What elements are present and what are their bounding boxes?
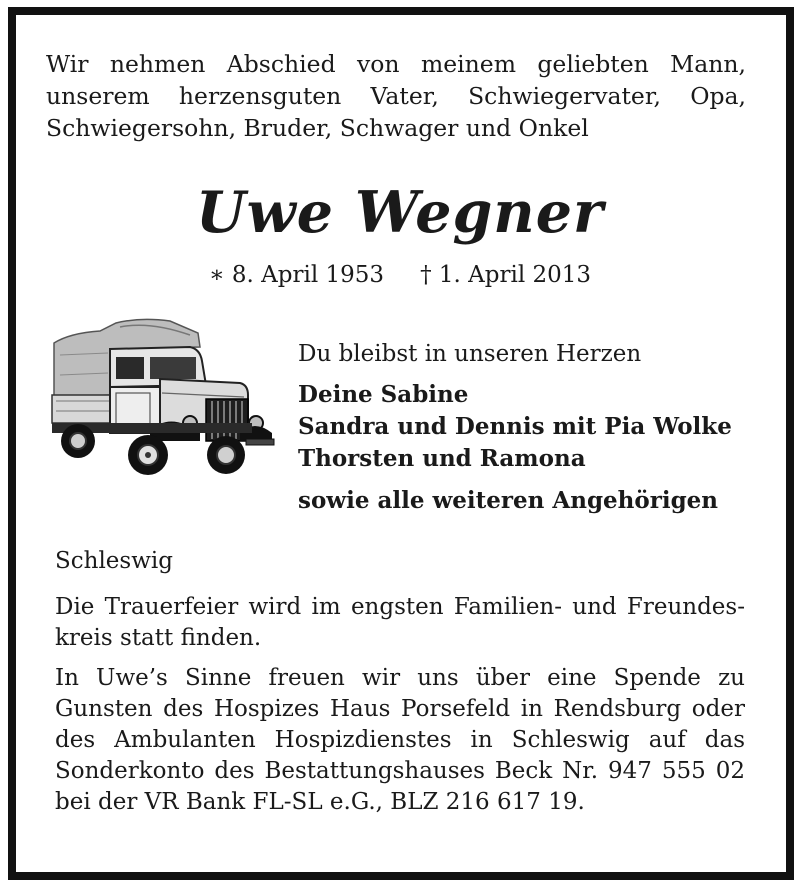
place-name: Schleswig xyxy=(55,548,173,574)
ceremony-line: Die Trauerfeier wird im engsten Familien- und Freundes- xyxy=(55,594,745,620)
family-line: Thorsten und Ramona xyxy=(298,445,586,472)
donation-line: bei der VR Bank FL-SL e.G., BLZ 216 617 19. xyxy=(55,789,585,815)
donation-line: In Uwe’s Sinne freuen wir uns über eine Spende zu xyxy=(55,665,745,691)
deceased-name: Uwe Wegner xyxy=(195,179,605,246)
relatives-line: sowie alle weiteren Angehörigen xyxy=(298,487,719,514)
family-line: Deine Sabine xyxy=(298,381,469,408)
life-dates xyxy=(0,258,800,292)
intro-line: Wir nehmen Abschied von meinem geliebten Mann, xyxy=(46,50,746,78)
donation-line: Sonderkonto des Bestattungshauses Beck Nr. 947 555 02 xyxy=(55,758,745,784)
intro-text xyxy=(46,48,746,144)
donation-paragraph xyxy=(55,663,745,818)
donation-line: des Ambulanten Hospizdienstes in Schleswig auf das xyxy=(55,727,745,753)
truck-icon xyxy=(50,315,278,487)
mourners-block xyxy=(298,338,768,517)
ceremony-line: kreis statt finden. xyxy=(55,625,262,651)
intro-line: unserem herzensguten Vater, Schwiegervater, Opa, xyxy=(46,82,746,110)
intro-line: Schwiegersohn, Bruder, Schwager und Onkel xyxy=(46,114,589,142)
birth-date: ∗ 8. April 1953 xyxy=(208,262,385,288)
notice-body xyxy=(55,592,745,827)
donation-line: Gunsten des Hospizes Haus Porsefeld in Rendsburg oder xyxy=(55,696,745,722)
death-date: † 1. April 2013 xyxy=(420,262,592,288)
motto-text: Du bleibst in unseren Herzen xyxy=(298,341,642,367)
family-line: Sandra und Dennis mit Pia Wolke xyxy=(298,413,732,440)
ceremony-paragraph xyxy=(55,592,745,654)
